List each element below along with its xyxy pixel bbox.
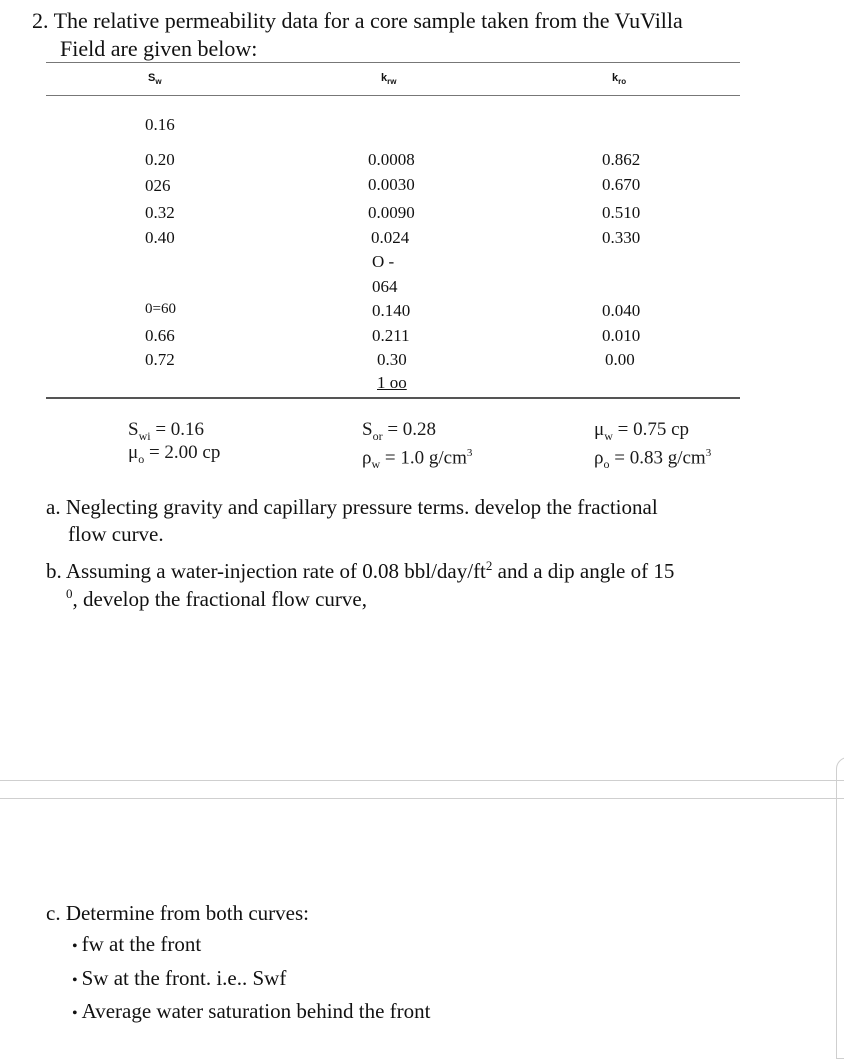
constant-rhoo: $\rho_o = 0.83$ $g/cm^3$	[594, 447, 712, 472]
table-header-rule	[46, 95, 740, 96]
krw-cell: 064	[372, 277, 398, 296]
page-frame	[836, 757, 844, 1059]
sw-cell: 0.20	[145, 150, 175, 169]
krw-cell: 0.0030	[368, 175, 415, 194]
problem-title-line2: Field are given below:	[60, 36, 258, 61]
kro-cell: 0.330	[602, 228, 641, 247]
constant-sor: $S_{or} = 0.28$	[362, 419, 437, 443]
question-c-bullet: • Average water saturation behind the front	[72, 999, 431, 1023]
kro-cell: 0.510	[602, 203, 641, 222]
problem-title-line1: 2. The relative permeability data for a core sample taken from the VuVilla	[32, 8, 683, 33]
kro-cell: 0.010	[602, 326, 641, 345]
constant-muw: $\mu_w = 0.75$ cp	[594, 419, 690, 443]
constant-muo: $\mu_o = 2.00$ cp	[128, 442, 221, 466]
sw-cell: 0.66	[145, 326, 175, 345]
question-c-bullet: • Sw at the front. i.e.. Swf	[72, 966, 287, 990]
sw-cell: 0.72	[145, 350, 175, 369]
krw-cell: 0.30	[377, 350, 407, 369]
header-sw: $S_w$	[148, 72, 162, 87]
sw-cell: 0.32	[145, 203, 175, 222]
sw-cell: 0.40	[145, 228, 175, 247]
krw-cell: O -	[372, 252, 395, 271]
krw-cell: 0.0008	[368, 150, 415, 169]
sw-cell: 0=60	[145, 301, 176, 317]
constant-rhow: $\rho_w = 1.0$ $g/cm^3$	[362, 447, 473, 472]
kro-cell: 0.862	[602, 150, 641, 169]
constant-swi: $S_{wi} = 0.16$	[128, 419, 205, 443]
krw-cell: 0.024	[371, 228, 410, 247]
question-a-line1: a. Neglecting gravity and capillary pressure terms. develop the fractional	[46, 495, 658, 519]
krw-cell: 0.0090	[368, 203, 415, 222]
table-top-rule	[46, 62, 740, 63]
kro-cell: 0.00	[605, 350, 635, 369]
header-kro: $k_{ro}$	[612, 72, 627, 87]
question-b-line2: $^0$, develop the fractional flow curve,	[66, 586, 367, 611]
krw-cell: 0.211	[372, 326, 410, 345]
header-krw: $k_{rw}$	[381, 72, 397, 87]
question-a-line2: flow curve.	[68, 522, 164, 546]
kro-cell: 0.670	[602, 175, 641, 194]
sw-cell: 0.16	[145, 115, 175, 134]
question-c-bullet: • fw at the front	[72, 932, 202, 956]
sw-cell: 026	[145, 176, 171, 195]
krw-cell: 0.140	[372, 301, 411, 320]
page-divider	[0, 780, 844, 781]
krw-cell: 1 oo	[377, 373, 407, 392]
question-b-line1: b. Assuming a water-injection rate of 0.08 bbl/$day/ft^2$ and a dip angle of 15	[46, 558, 675, 583]
question-c-title: c. Determine from both curves:	[46, 901, 309, 925]
page-divider	[0, 798, 844, 799]
kro-cell: 0.040	[602, 301, 641, 320]
table-bottom-rule	[46, 397, 740, 399]
